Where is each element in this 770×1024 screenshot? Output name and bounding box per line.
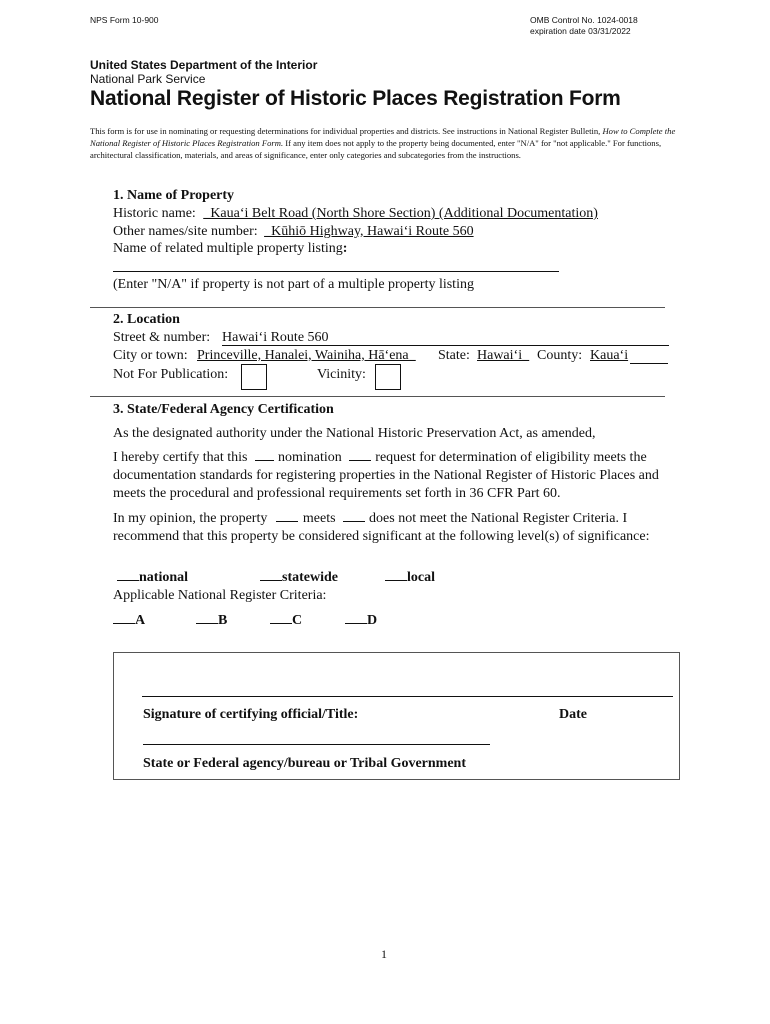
request-blank[interactable] [349, 460, 371, 461]
section-divider [90, 396, 665, 397]
na-note: (Enter "N/A" if property is not part of a multiple property listing [113, 277, 474, 292]
vicinity-label: Vicinity: [317, 367, 366, 382]
criterion-c-label: C [292, 613, 303, 628]
official-signature-line[interactable] [142, 696, 673, 697]
criterion-b-label: B [218, 613, 228, 628]
criterion-c-blank[interactable] [270, 623, 292, 624]
level-local[interactable] [385, 569, 435, 587]
statewide-blank[interactable] [260, 580, 282, 581]
instructions-bulletin-title: How to Complete the National Register of Historic Places Registration Form. [90, 126, 676, 148]
national-blank[interactable] [117, 580, 139, 581]
criterion-c[interactable] [270, 612, 302, 630]
not-for-publication-label: Not For Publication: [113, 367, 229, 382]
not-for-publication-checkbox[interactable] [241, 364, 267, 390]
agency-name: National Park Service [90, 72, 206, 86]
signature-date-label: Date [559, 707, 587, 722]
certify-text-b: request for determination of eligibility meets the documentation standards for registering properties in the National Register of Historic Places and meets the procedural and professional requirements set forth in 36 CFR Part 60. [113, 450, 659, 501]
page-number: 1 [381, 947, 387, 961]
street-underline [222, 345, 669, 346]
county-field[interactable]: Kaua‘i [590, 348, 629, 363]
form-instructions [90, 125, 685, 161]
criterion-d-label: D [367, 613, 378, 628]
related-listing-field[interactable] [113, 271, 559, 272]
certify-text-a: I hereby certify that this [113, 450, 248, 465]
meets-blank[interactable] [276, 521, 298, 522]
other-names-label: Other names/site number: [113, 224, 258, 239]
local-blank[interactable] [385, 580, 407, 581]
section-2-heading: 2. Location [113, 312, 180, 327]
instructions-text-2: If any item does not apply to the property being documented, enter "N/A" for "not applicable." For functions, architectural classification, materials, and areas of significance, enter only categories and subcategories from the instructions. [90, 138, 662, 160]
page-title: National Register of Historic Places Registration Form [90, 87, 621, 110]
criterion-a[interactable] [113, 612, 145, 630]
department-name: United States Department of the Interior [90, 58, 318, 72]
opinion-paragraph [113, 510, 683, 546]
signature-agency-label: State or Federal agency/bureau or Tribal Government [143, 756, 467, 771]
signature-official-label: Signature of certifying official/Title: [143, 707, 359, 722]
does-not-meet-blank[interactable] [343, 521, 365, 522]
opinion-text-b: does not meet the National Register Criteria. I recommend that this property be considered significant at the following level(s) of significance: [113, 511, 650, 544]
certify-nomination-label: nomination [278, 450, 342, 465]
nomination-blank[interactable] [255, 460, 274, 461]
city-label: City or town: [113, 348, 188, 363]
authority-statement: As the designated authority under the National Historic Preservation Act, as amended, [113, 426, 596, 441]
section-divider [90, 307, 665, 308]
level-local-label: local [407, 570, 435, 585]
state-label: State: [438, 348, 470, 363]
section-3-heading: 3. State/Federal Agency Certification [113, 402, 334, 417]
certification-paragraph [113, 449, 683, 503]
level-statewide-label: statewide [282, 570, 338, 585]
criterion-d-blank[interactable] [345, 623, 367, 624]
related-listing-colon: : [342, 241, 348, 256]
criteria-label: Applicable National Register Criteria: [113, 588, 327, 603]
county-label: County: [537, 348, 583, 363]
criterion-d[interactable] [345, 612, 377, 630]
street-field[interactable]: Hawai‘i Route 560 [222, 330, 329, 345]
state-field[interactable]: Hawai‘i_ [477, 348, 530, 363]
vicinity-checkbox[interactable] [375, 364, 401, 390]
other-names-row [113, 223, 474, 241]
historic-name-field[interactable]: _Kaua‘i Belt Road (North Shore Section) (Additional Documentation) [203, 206, 598, 221]
historic-name-label: Historic name: [113, 206, 196, 221]
related-listing-label: Name of related multiple property listing [113, 241, 343, 256]
related-listing-row [113, 240, 347, 258]
other-names-field[interactable]: _Kūhiō Highway, Hawai‘i Route 560 [264, 224, 474, 239]
criterion-b[interactable] [196, 612, 227, 630]
opinion-text-a: In my opinion, the property [113, 511, 268, 526]
historic-name-row [113, 205, 598, 223]
criterion-b-blank[interactable] [196, 623, 218, 624]
level-national-label: national [139, 570, 189, 585]
instructions-text-1: This form is for use in nominating or requesting determinations for individual properties and districts. See instructions in National Register Bulletin, [90, 126, 601, 136]
county-underline [630, 363, 668, 364]
form-number: NPS Form 10-900 [90, 15, 159, 25]
opinion-meets-label: meets [302, 511, 336, 526]
omb-control-number: OMB Control No. 1024-0018 [530, 15, 638, 25]
criterion-a-label: A [135, 613, 146, 628]
street-label: Street & number: [113, 330, 211, 345]
level-national[interactable] [117, 569, 188, 587]
level-statewide[interactable] [260, 569, 338, 587]
agency-signature-line[interactable] [143, 744, 490, 745]
criterion-a-blank[interactable] [113, 623, 135, 624]
expiration-date: expiration date 03/31/2022 [530, 26, 631, 36]
section-1-heading: 1. Name of Property [113, 188, 235, 203]
city-field[interactable]: Princeville, Hanalei, Wainiha, Hā‘ena_ [197, 348, 416, 363]
